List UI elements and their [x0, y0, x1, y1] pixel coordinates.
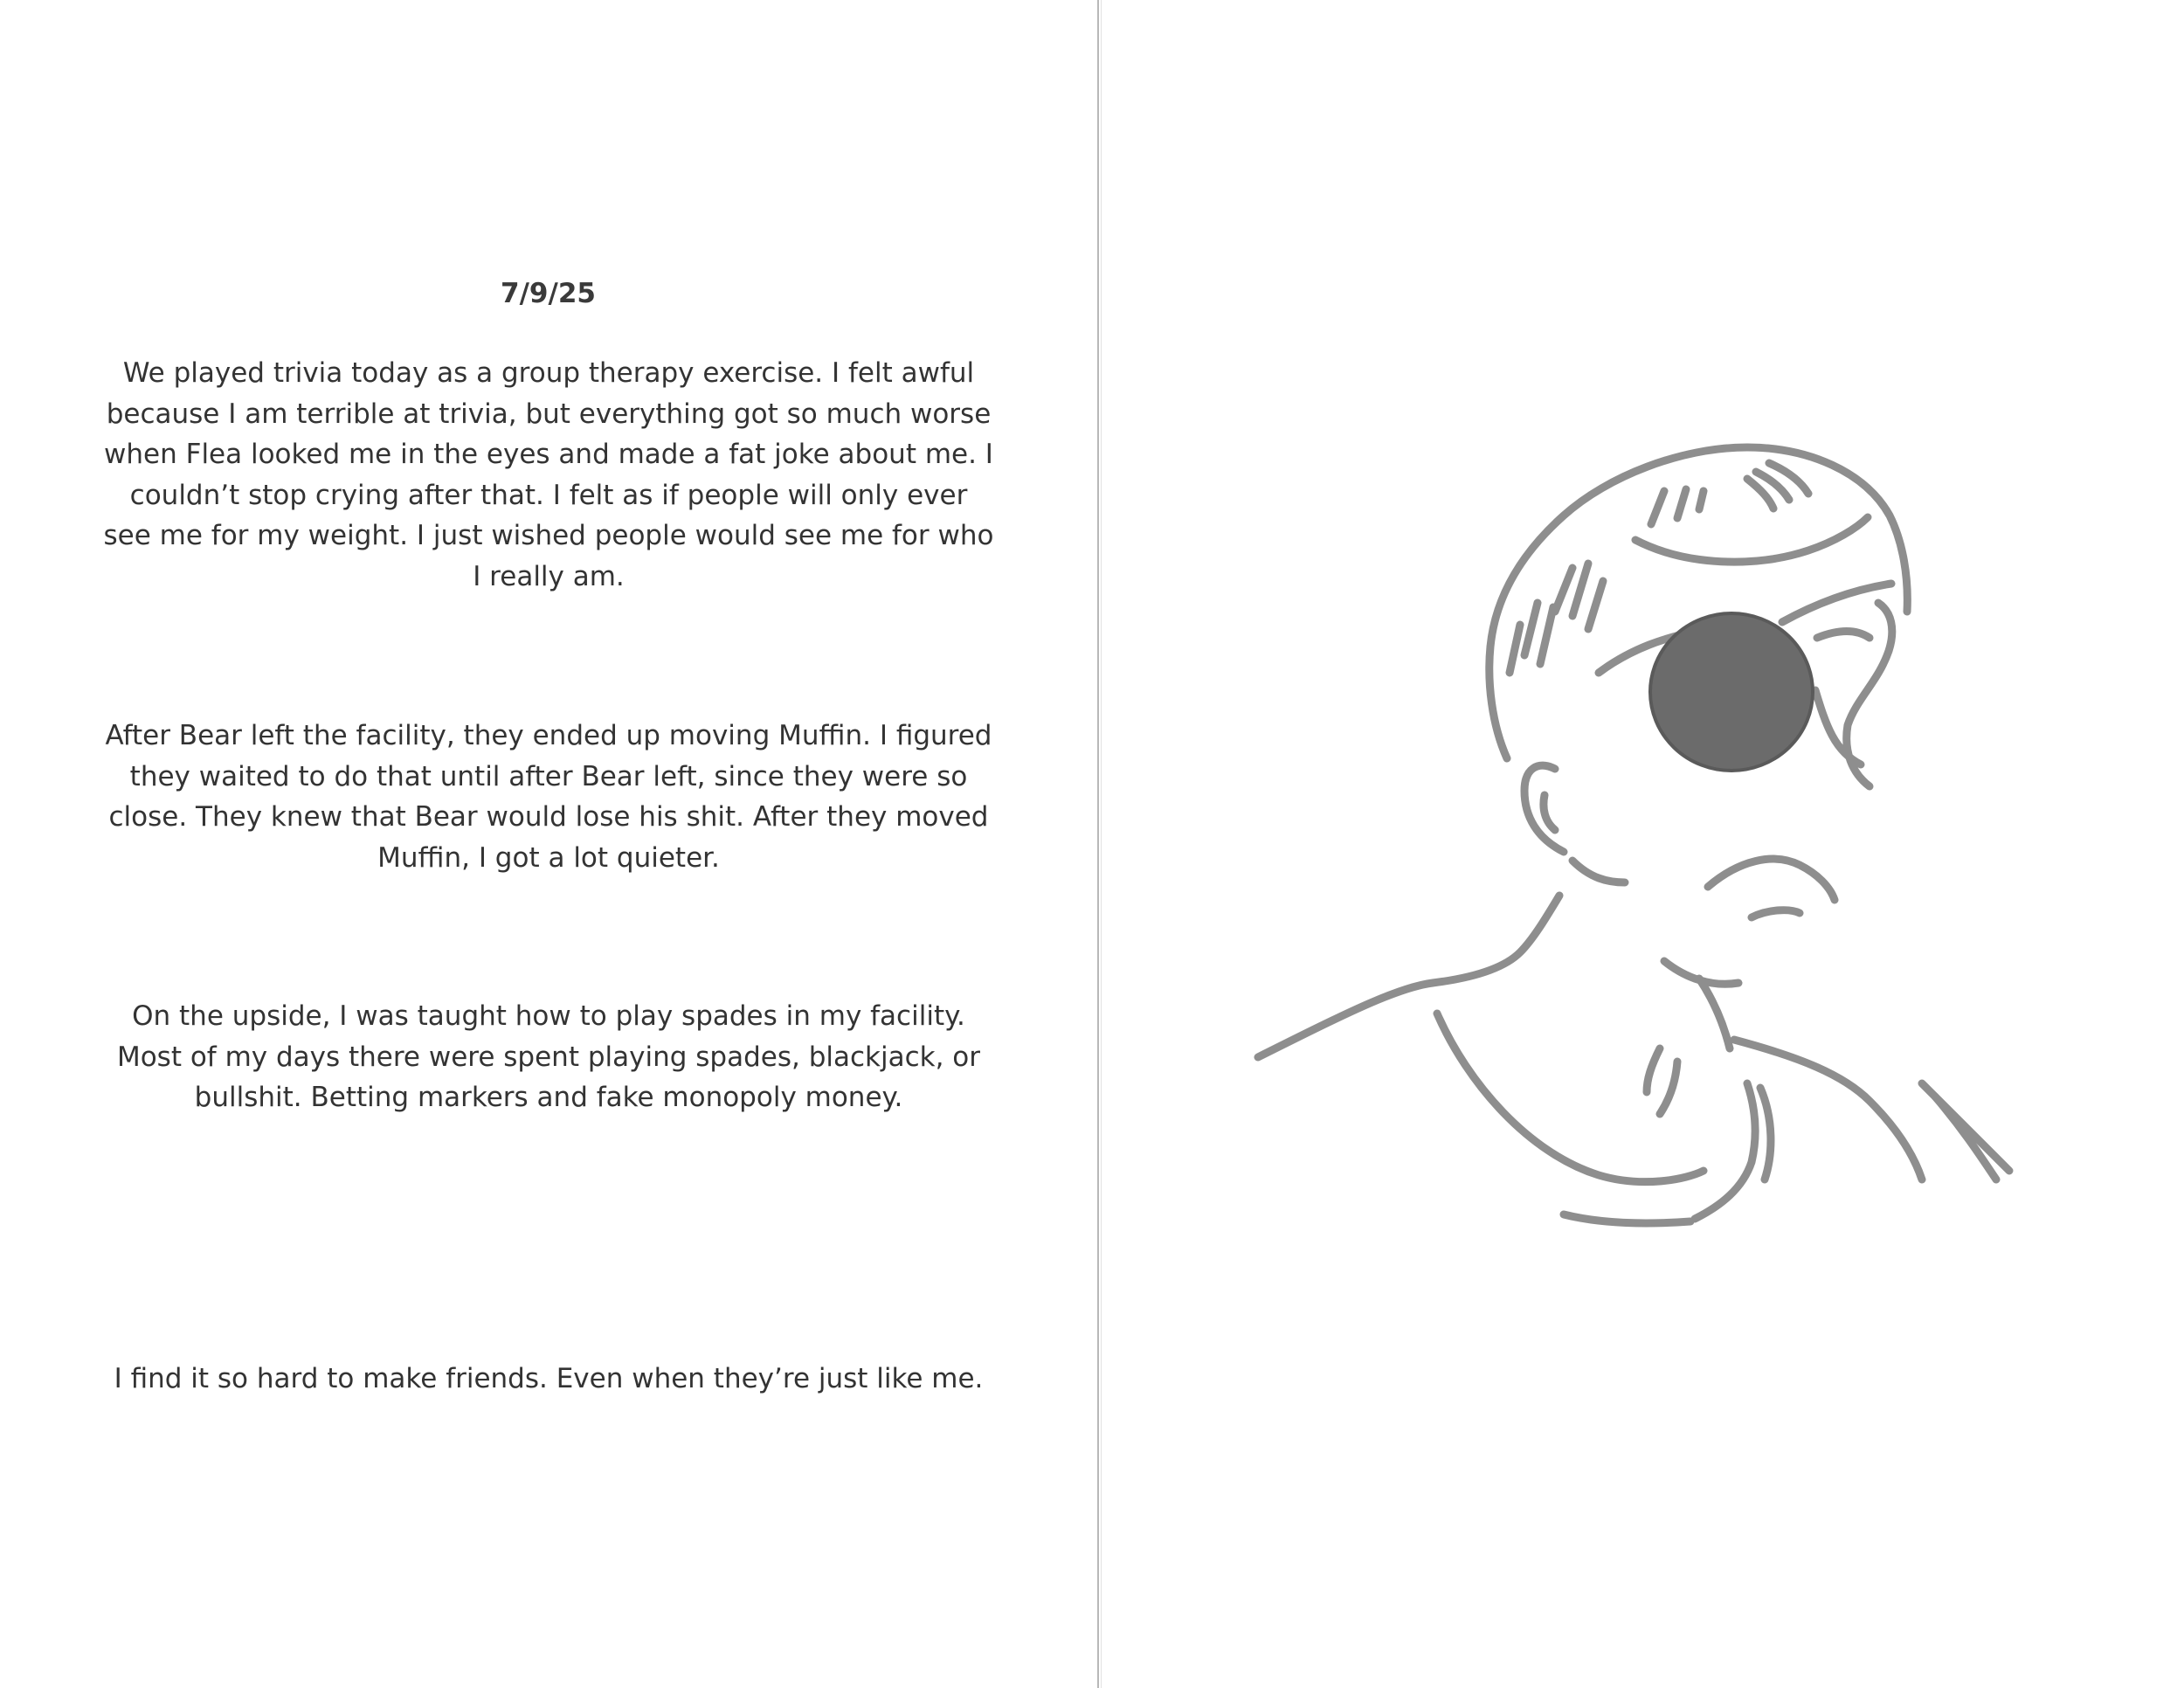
- lower-lip: [1752, 910, 1800, 917]
- hair-stroke: [1769, 463, 1808, 494]
- shoulder-right: [1734, 1040, 1922, 1180]
- paragraph-spades: On the upside, I was taught how to play spades in my facility. Most of my days there were spent playing spades, blackjack, or bullshit. Betting markers and fake monopoly money.: [116, 1000, 981, 1113]
- eyepatch: [1650, 613, 1813, 771]
- hair-stroke: [1524, 603, 1538, 655]
- cap-brim: [1635, 517, 1868, 562]
- neck-left: [1258, 896, 1559, 1057]
- collar-right: [1695, 1083, 1755, 1219]
- paragraph-muffin: After Bear left the facility, they ended up moving Muffin. I figured they waited to do that until after Bear left, since they were so close. They knew that Bear would lose his shit. After they moved Muffin, I got a lot quieter.: [105, 720, 992, 874]
- nose-line: [1815, 690, 1861, 764]
- shirt-fold: [1935, 1097, 1996, 1180]
- collar-left: [1437, 1013, 1704, 1182]
- hair-stroke: [1699, 491, 1704, 509]
- neck-front: [1699, 979, 1730, 1048]
- paragraph-friends: I find it so hard to make friends. Even when they’re just like me.: [114, 1363, 984, 1394]
- eyepatch-portrait-illustration: [1241, 428, 2027, 1241]
- jaw-line: [1572, 861, 1625, 882]
- hair-stroke: [1651, 491, 1664, 524]
- hair-stroke: [1510, 625, 1520, 673]
- hair-stroke: [1540, 607, 1553, 664]
- gutter-fold-line: [1097, 0, 1099, 1688]
- ear-inner: [1544, 795, 1555, 830]
- paragraph-trivia: We played trivia today as a group therapy exercise. I felt awful because I am terrible at trivia, but everything got so much worse when Flea looked me in the eyes and made a fat joke about me. I couldn’t stop crying after that. I felt as if people will only ever see me for my weight. I just wished people would see me for who I really am.: [103, 357, 994, 592]
- gutter-shadow-line: [1101, 0, 1102, 1688]
- page-gutter: [1095, 0, 1104, 1688]
- entry-date: 7/9/25: [501, 278, 596, 309]
- brow-line: [1817, 632, 1870, 639]
- hair-stroke: [1588, 581, 1603, 629]
- collar-inner: [1660, 1062, 1677, 1114]
- shirt-bottom: [1564, 1214, 1690, 1223]
- collar-inner: [1647, 1048, 1660, 1092]
- mouth-line: [1708, 859, 1835, 900]
- hair-stroke: [1677, 489, 1686, 518]
- collar-right-2: [1760, 1088, 1771, 1180]
- hair-stroke: [1555, 568, 1572, 612]
